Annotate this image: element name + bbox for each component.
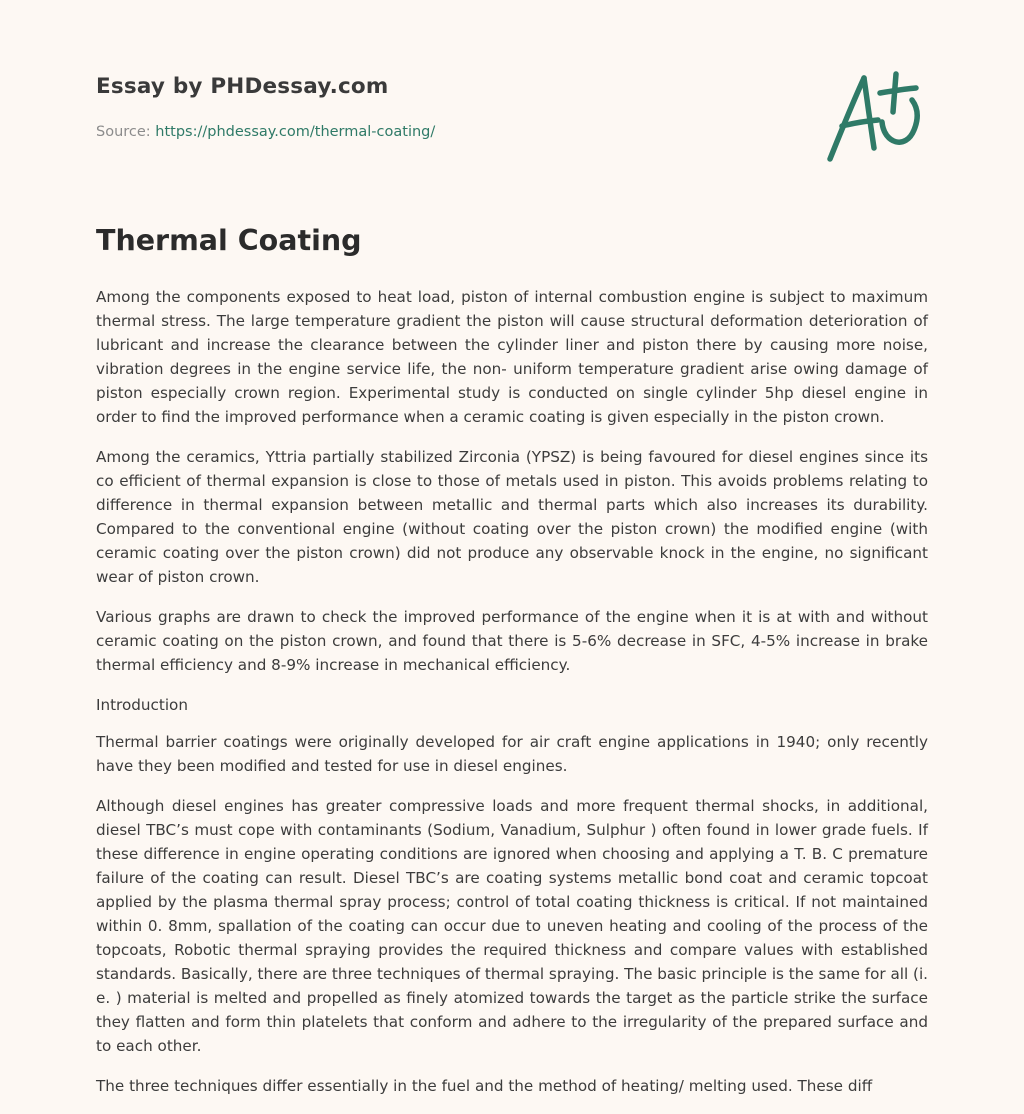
- essay-paragraph: The three techniques differ essentially in the fuel and the method of heating/ melting used. These diff: [96, 1077, 873, 1095]
- site-title: Essay by PHDessay.com: [96, 74, 389, 99]
- essay-title: Thermal Coating: [96, 224, 362, 257]
- essay-paragraph: Thermal barrier coatings were originally developed for air craft engine applications in 1940; only recently have they been modified and tested for use in diesel engines.: [96, 733, 928, 775]
- essay-body: [96, 285, 928, 1114]
- a-plus-logo-icon: [820, 64, 930, 168]
- essay-paragraph: Various graphs are drawn to check the improved performance of the engine when it is at with and without ceramic coating on the piston crown, and found that there is 5-6% decrease in SFC, 4-5% increase in brake thermal efficiency and 8-9% increase in mechanical efficiency.: [96, 608, 928, 674]
- source-link[interactable]: https://phdessay.com/thermal-coating/: [155, 124, 436, 140]
- essay-paragraph: Although diesel engines has greater compressive loads and more frequent thermal shocks, in additional, diesel TBC’s must cope with contaminants (Sodium, Vanadium, Sulphur ) often found in lower grade fuels. If these difference in engine operating conditions are ignored when choosing and applying a T. B. C premature failure of the coating can result. Diesel TBC’s are coating systems metallic bond coat and ceramic topcoat applied by the plasma thermal spray process; control of total coating thickness is critical. If not maintained within 0. 8mm, spallation of the coating can occur due to uneven heating and cooling of the process of the topcoats, Robotic thermal spraying provides the required thickness and compare values with established standards. Basically, there are three techniques of thermal spraying. The basic principle is the same for all (i. e. ) material is melted and propelled as finely atomized towards the target as the particle strike the surface they flatten and form thin platelets that conform and adhere to the irregularity of the prepared surface and to each other.: [96, 797, 928, 1055]
- section-heading-introduction: Introduction: [96, 696, 188, 714]
- essay-paragraph: Among the components exposed to heat load, piston of internal combustion engine is subject to maximum thermal stress. The large temperature gradient the piston will cause structural deformation deterioration of lubricant and increase the clearance between the cylinder liner and piston there by causing more noise, vibration degrees in the engine service life, the non- uniform temperature gradient arise owing damage of piston especially crown region. Experimental study is conducted on single cylinder 5hp diesel engine in order to find the improved performance when a ceramic coating is given especially in the piston crown.: [96, 288, 928, 426]
- source-label: Source:: [96, 124, 151, 140]
- source-line: [96, 124, 435, 140]
- essay-paragraph: Among the ceramics, Yttria partially stabilized Zirconia (YPSZ) is being favoured for diesel engines since its co efficient of thermal expansion is close to those of metals used in piston. This avoids problems relating to difference in thermal expansion between metallic and thermal parts which also increases its durability. Compared to the conventional engine (without coating over the piston crown) the modified engine (with ceramic coating over the piston crown) did not produce any observable knock in the engine, no significant wear of piston crown.: [96, 448, 928, 586]
